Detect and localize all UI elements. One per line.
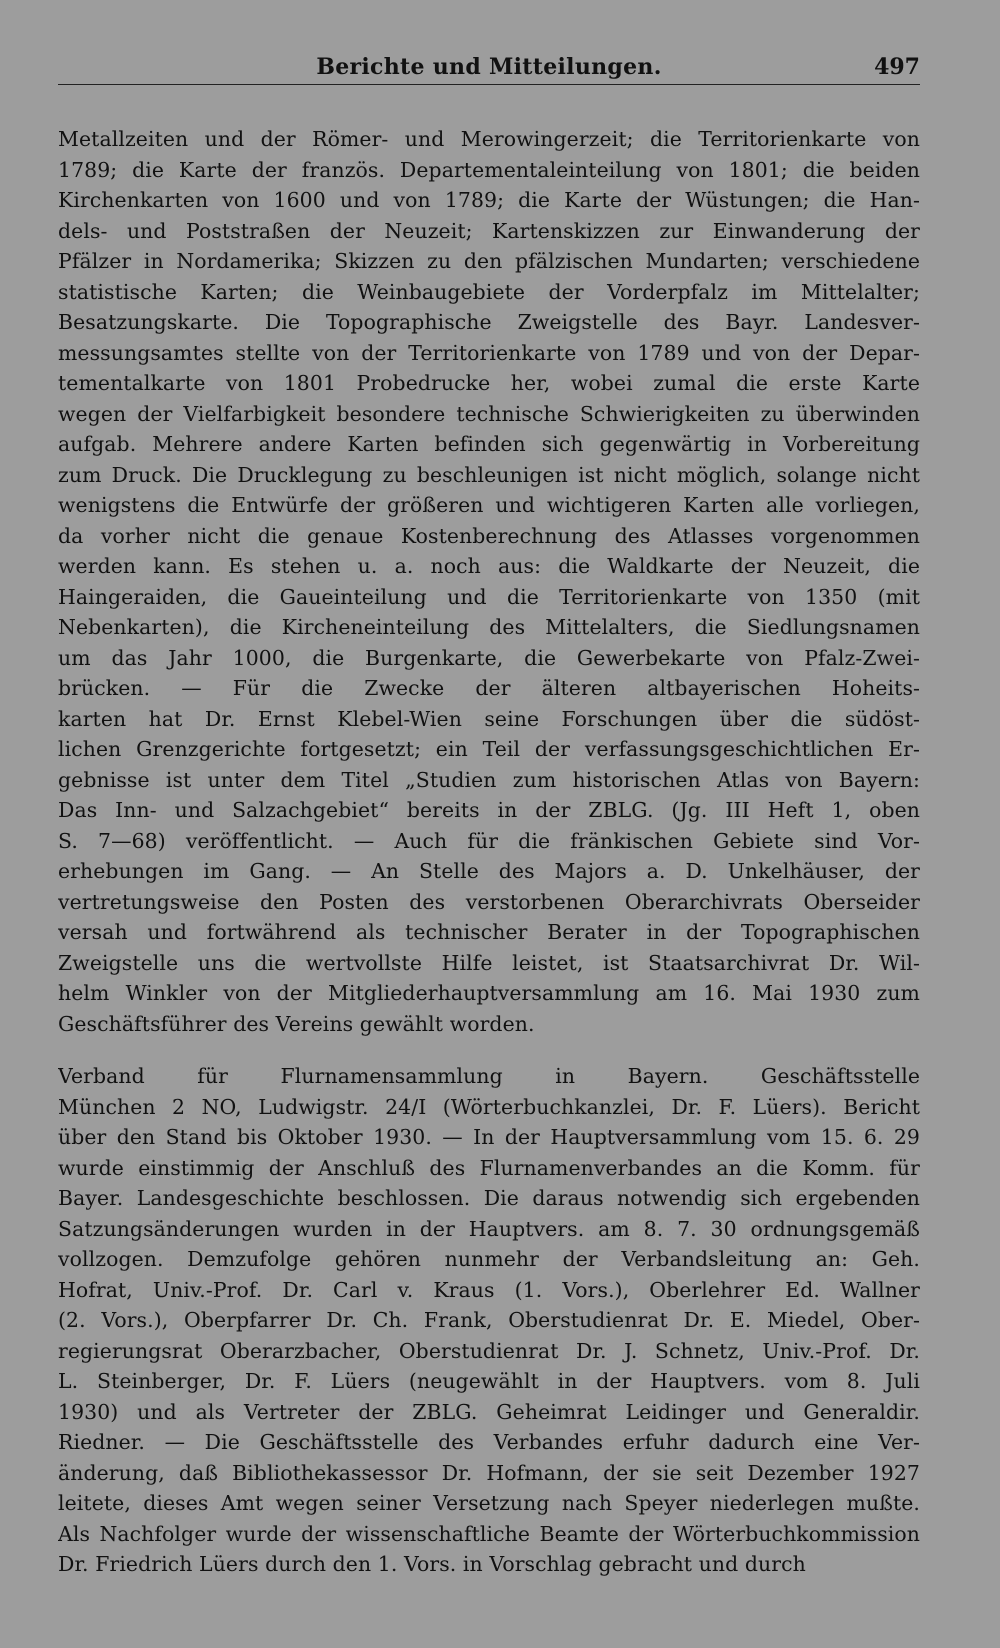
- text-line: L. Steinberger, Dr. F. Lüers (neugewählt in der Hauptvers. vom 8. Juli: [58, 1369, 920, 1393]
- text-line: änderung, daß Bibliothekassessor Dr. Hofmann, der sie seit Dezember 1927: [58, 1460, 920, 1485]
- text-line: messungsamtes stellte von der Territorienkarte von 1789 und von der Depar-: [58, 340, 920, 365]
- text-line: vollzogen. Demzufolge gehören nunmehr der Verbandsleitung an: Geh.: [58, 1247, 920, 1271]
- body-text: [58, 124, 920, 1580]
- text-line: lichen Grenzgerichte fortgesetzt; ein Teil der verfassungsgeschichtlichen Er-: [58, 737, 920, 761]
- text-line: Riedner. — Die Geschäftsstelle des Verbandes erfuhr dadurch eine Ver-: [58, 1430, 920, 1454]
- text-line: zum Druck. Die Drucklegung zu beschleunigen ist nicht möglich, solange nicht: [58, 462, 920, 487]
- text-line: Als Nachfolger wurde der wissenschaftliche Beamte der Wörterbuchkommission: [58, 1521, 920, 1546]
- text-line: Zweigstelle uns die wertvollste Hilfe leistet, ist Staatsarchivrat Dr. Wil-: [58, 950, 920, 975]
- text-line: versah und fortwährend als technischer Berater in der Topographischen: [58, 920, 920, 944]
- paragraph-flurnamen-verband: [58, 1061, 920, 1580]
- text-line: (2. Vors.), Oberpfarrer Dr. Ch. Frank, Oberstudienrat Dr. E. Miedel, Ober-: [58, 1308, 920, 1332]
- text-line: werden kann. Es stehen u. a. noch aus: die Waldkarte der Neuzeit, die: [58, 554, 920, 578]
- text-line: um das Jahr 1000, die Burgenkarte, die Gewerbekarte von Pfalz-Zwei-: [58, 645, 920, 670]
- text-line: Das Inn- und Salzachgebiet“ bereits in der ZBLG. (Jg. III Heft 1, oben: [58, 798, 920, 822]
- text-line: wurde einstimmig der Anschluß des Flurnamenverbandes an die Komm. für: [58, 1155, 920, 1180]
- text-line: Hofrat, Univ.-Prof. Dr. Carl v. Kraus (1. Vors.), Oberlehrer Ed. Wallner: [58, 1277, 920, 1302]
- text-line: gebnisse ist unter dem Titel „Studien zum historischen Atlas von Bayern:: [58, 767, 920, 792]
- text-line: Besatzungskarte. Die Topographische Zweigstelle des Bayr. Landesver-: [58, 310, 920, 334]
- text-line: Verband für Flurnamensammlung in Bayern. Geschäftsstelle: [58, 1064, 920, 1088]
- text-line: 1930) und als Vertreter der ZBLG. Geheimrat Leidinger und Generaldir.: [58, 1399, 920, 1424]
- text-line: Metallzeiten und der Römer- und Merowingerzeit; die Territorienkarte von: [58, 127, 920, 151]
- text-line: 1789; die Karte der französ. Departementaleinteilung von 1801; die beiden: [58, 157, 920, 182]
- text-line: dels- und Poststraßen der Neuzeit; Kartenskizzen zur Einwanderung der: [58, 218, 920, 243]
- text-line: brücken. — Für die Zwecke der älteren altbayerischen Hoheits-: [58, 676, 920, 700]
- text-line: statistische Karten; die Weinbaugebiete der Vorderpfalz im Mittelalter;: [58, 279, 920, 304]
- running-header: [58, 50, 920, 85]
- text-line: vertretungsweise den Posten des verstorbenen Oberarchivrats Oberseider: [58, 889, 920, 914]
- paragraph-atlas-report: [58, 124, 920, 1039]
- text-line: wenigstens die Entwürfe der größeren und wichtigeren Karten alle vorliegen,: [58, 493, 920, 517]
- text-line: Geschäftsführer des Vereins gewählt worden.: [58, 1011, 535, 1036]
- page-number: 497: [874, 54, 920, 80]
- text-line: München 2 NO, Ludwigstr. 24/I (Wörterbuchkanzlei, Dr. F. Lüers). Bericht: [58, 1094, 920, 1119]
- text-line: Satzungsänderungen wurden in der Hauptvers. am 8. 7. 30 ordnungsgemäß: [58, 1216, 920, 1241]
- text-line: tementalkarte von 1801 Probedrucke her, wobei zumal die erste Karte: [58, 371, 920, 395]
- text-line: regierungsrat Oberarzbacher, Oberstudienrat Dr. J. Schnetz, Univ.-Prof. Dr.: [58, 1338, 920, 1363]
- running-title: Berichte und Mitteilungen.: [316, 54, 662, 80]
- text-line: Nebenkarten), die Kircheneinteilung des Mittelalters, die Siedlungsnamen: [58, 615, 920, 639]
- text-line: Kirchenkarten von 1600 und von 1789; die Karte der Wüstungen; die Han-: [58, 188, 920, 212]
- text-line: über den Stand bis Oktober 1930. — In der Hauptversammlung vom 15. 6. 29: [58, 1125, 920, 1149]
- text-line: leitete, dieses Amt wegen seiner Versetzung nach Speyer niederlegen mußte.: [58, 1491, 920, 1515]
- text-line: karten hat Dr. Ernst Klebel-Wien seine Forschungen über die südöst-: [58, 706, 920, 731]
- text-line: da vorher nicht die genaue Kostenberechnung des Atlasses vorgenommen: [58, 523, 920, 548]
- text-line: S. 7—68) veröffentlicht. — Auch für die fränkischen Gebiete sind Vor-: [58, 828, 920, 853]
- text-line: wegen der Vielfarbigkeit besondere technische Schwierigkeiten zu überwinden: [58, 401, 920, 426]
- text-line: Bayer. Landesgeschichte beschlossen. Die daraus notwendig sich ergebenden: [58, 1186, 920, 1210]
- text-line: erhebungen im Gang. — An Stelle des Majors a. D. Unkelhäuser, der: [58, 859, 920, 883]
- text-line: Pfälzer in Nordamerika; Skizzen zu den pfälzischen Mundarten; verschiedene: [58, 249, 920, 273]
- text-line: Dr. Friedrich Lüers durch den 1. Vors. in Vorschlag gebracht und durch: [58, 1552, 806, 1576]
- text-line: Haingeraiden, die Gaueinteilung und die Territorienkarte von 1350 (mit: [58, 584, 920, 609]
- text-line: aufgab. Mehrere andere Karten befinden sich gegenwärtig in Vorbereitung: [58, 432, 920, 456]
- text-line: helm Winkler von der Mitgliederhauptversammlung am 16. Mai 1930 zum: [58, 981, 920, 1005]
